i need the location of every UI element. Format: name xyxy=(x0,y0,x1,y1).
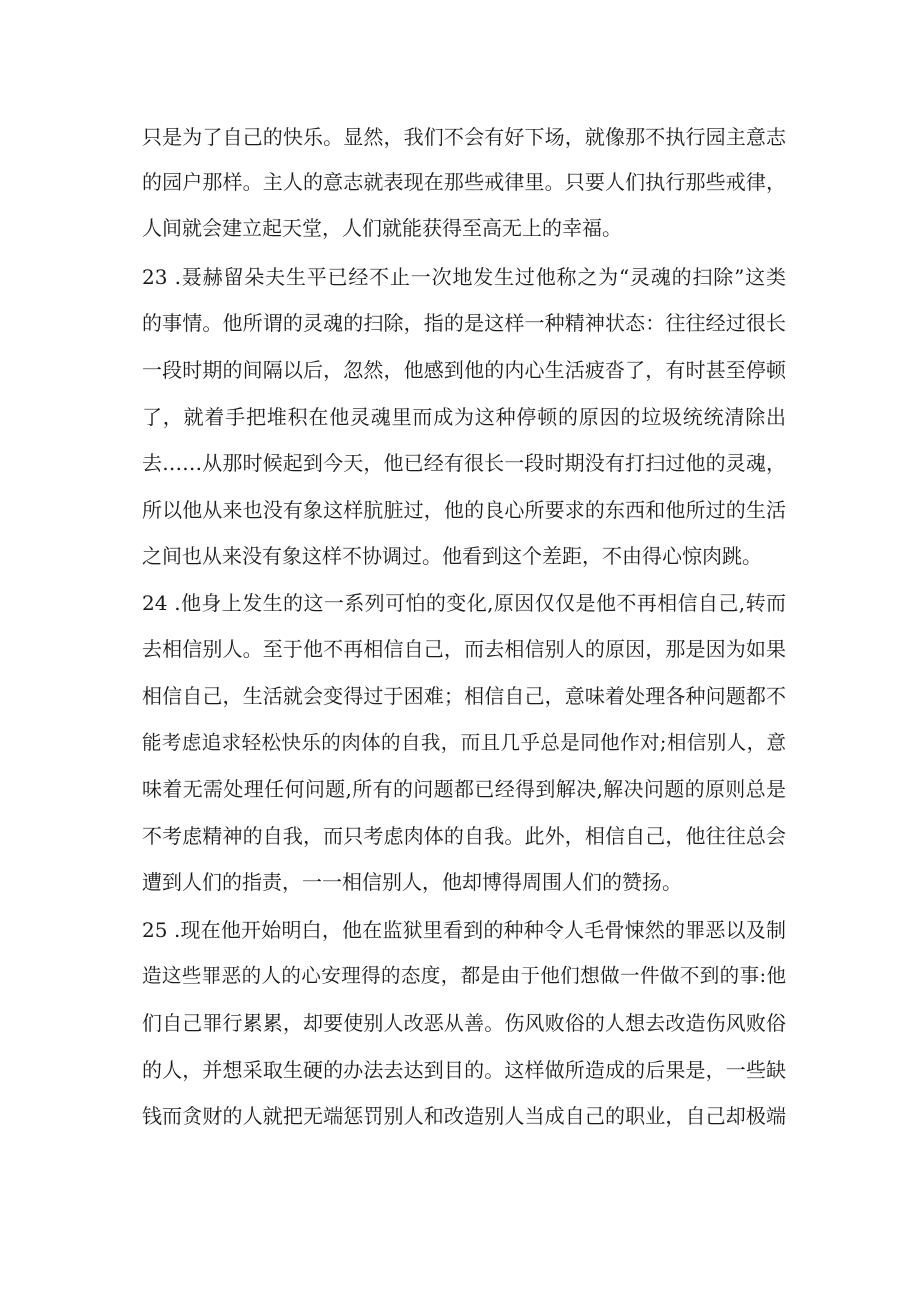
text-line: 的园户那样。主人的意志就表现在那些戒律里。只要人们执行那些戒律， xyxy=(142,170,786,194)
paragraph-24-line: 24 .他身上发生的这一系列可怕的变化,原因仅仅是他不再相信自己,转而 xyxy=(142,591,786,615)
paragraph-24-line: 不考虑精神的自我，而只考虑肉体的自我。此外，相信自己，他往往总会 xyxy=(142,824,786,848)
paragraph-23-line: 所以他从来也没有象这样肮脏过，他的良心所要求的东西和他所过的生活 xyxy=(142,498,786,522)
text-line: 只是为了自己的快乐。显然，我们不会有好下场，就像那不执行园主意志 xyxy=(142,125,786,149)
paragraph-23-line: 去……从那时候起到今天，他已经有很长一段时期没有打扫过他的灵魂， xyxy=(142,451,786,475)
paragraph-23-line: 了，就着手把堆积在他灵魂里而成为这种停顿的原因的垃圾统统清除出 xyxy=(142,405,786,429)
paragraph-23-line: 23 .聂赫留朵夫生平已经不止一次地发生过他称之为“灵魂的扫除”这类 xyxy=(142,265,786,289)
paragraph-23-line: 之间也从来没有象这样不协调过。他看到这个差距，不由得心惊肉跳。 xyxy=(142,544,762,568)
paragraph-24-line: 相信自己，生活就会变得过于困难；相信自己，意味着处理各种问题都不 xyxy=(142,684,786,708)
paragraph-25-line: 的人，并想采取生硬的办法去达到目的。这样做所造成的后果是，一些缺 xyxy=(142,1058,786,1082)
paragraph-24-line: 能考虑追求轻松快乐的肉体的自我，而且几乎总是同他作对;相信别人，意 xyxy=(142,731,786,754)
text-line: 人间就会建立起天堂，人们就能获得至高无上的幸福。 xyxy=(142,216,622,240)
paragraph-25-line: 们自己罪行累累，却要使别人改恶从善。伤风败俗的人想去改造伤风败俗 xyxy=(142,1011,786,1035)
paragraph-25-line: 造这些罪恶的人的心安理得的态度，都是由于他们想做一件做不到的事:他 xyxy=(142,964,786,987)
paragraph-25-line: 钱而贪财的人就把无端惩罚别人和改造别人当成自己的职业，自己却极端 xyxy=(142,1104,786,1128)
paragraph-24-line: 味着无需处理任何问题,所有的问题都已经得到解决,解决问题的原则总是 xyxy=(142,777,786,801)
paragraph-23-line: 的事情。他所谓的灵魂的扫除，指的是这样一种精神状态：往往经过很长 xyxy=(142,311,786,335)
paragraph-23-line: 一段时期的间隔以后，忽然，他感到他的内心生活疲沓了，有时甚至停顿 xyxy=(142,358,786,382)
paragraph-24-line: 遭到人们的指责，一一相信别人，他却博得周围人们的赞扬。 xyxy=(142,870,682,894)
paragraph-25-line: 25 .现在他开始明白，他在监狱里看到的种种令人毛骨悚然的罪恶以及制 xyxy=(142,918,786,942)
paragraph-24-line: 去相信别人。至于他不再相信自己，而去相信别人的原因，那是因为如果 xyxy=(142,637,786,661)
